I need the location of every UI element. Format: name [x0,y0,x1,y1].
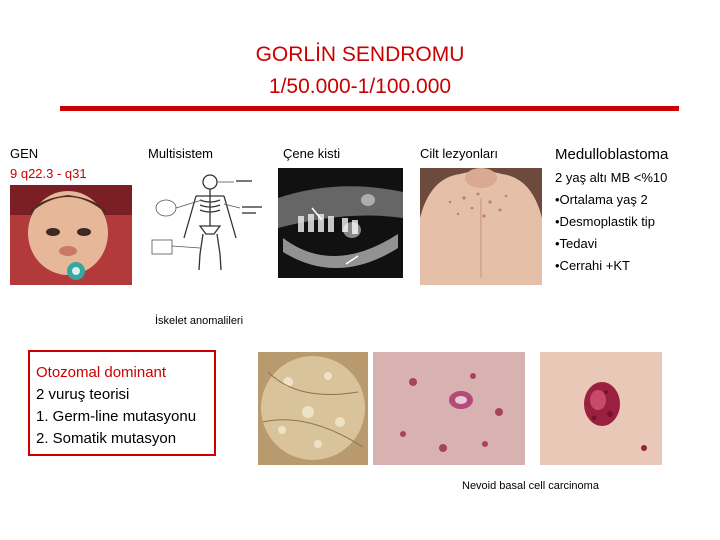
basal-cell-carcinoma-photo [540,352,662,465]
inheritance-line: Otozomal dominant [36,364,167,381]
gen-label: GEN [10,146,39,161]
cilt-lezyonlari-label: Cilt lezyonları [420,146,499,161]
multisistem-label: Multisistem [148,146,214,161]
skin-closeup-photo-2 [373,352,525,465]
gen-locus: 9 q22.3 - q31 [10,166,87,181]
skeleton-diagram [148,168,270,275]
medulloblastoma-label: Medulloblastoma [555,146,669,163]
title-rule [60,106,679,111]
bcc-caption: Nevoid basal cell carcinoma [462,480,599,492]
back-skin-lesions-photo [420,168,542,285]
patient-child-photo [10,185,132,285]
list-item: •Desmoplastik tip [555,214,655,229]
title-line-2: 1/50.000-1/100.000 [268,75,452,98]
list-item: •Cerrahi +KT [555,258,630,273]
medulloblastoma-list [555,167,667,277]
skeleton-caption: İskelet anomalileri [155,315,244,327]
inheritance-line: 2 vuruş teorisi [36,386,130,403]
skin-closeup-photo-1 [258,352,368,465]
list-item: •Tedavi [555,236,598,251]
inheritance-line: 2. Somatik mutasyon [36,430,177,447]
cene-kisti-label: Çene kisti [283,146,341,161]
title-line-1: GORLİN SENDROMU [255,43,465,66]
jaw-xray-image [278,168,403,278]
inheritance-box [28,350,216,456]
list-item: •Ortalama yaş 2 [555,192,648,207]
list-item: 2 yaş altı MB <%10 [555,170,668,185]
inheritance-line: 1. Germ-line mutasyonu [36,408,197,425]
